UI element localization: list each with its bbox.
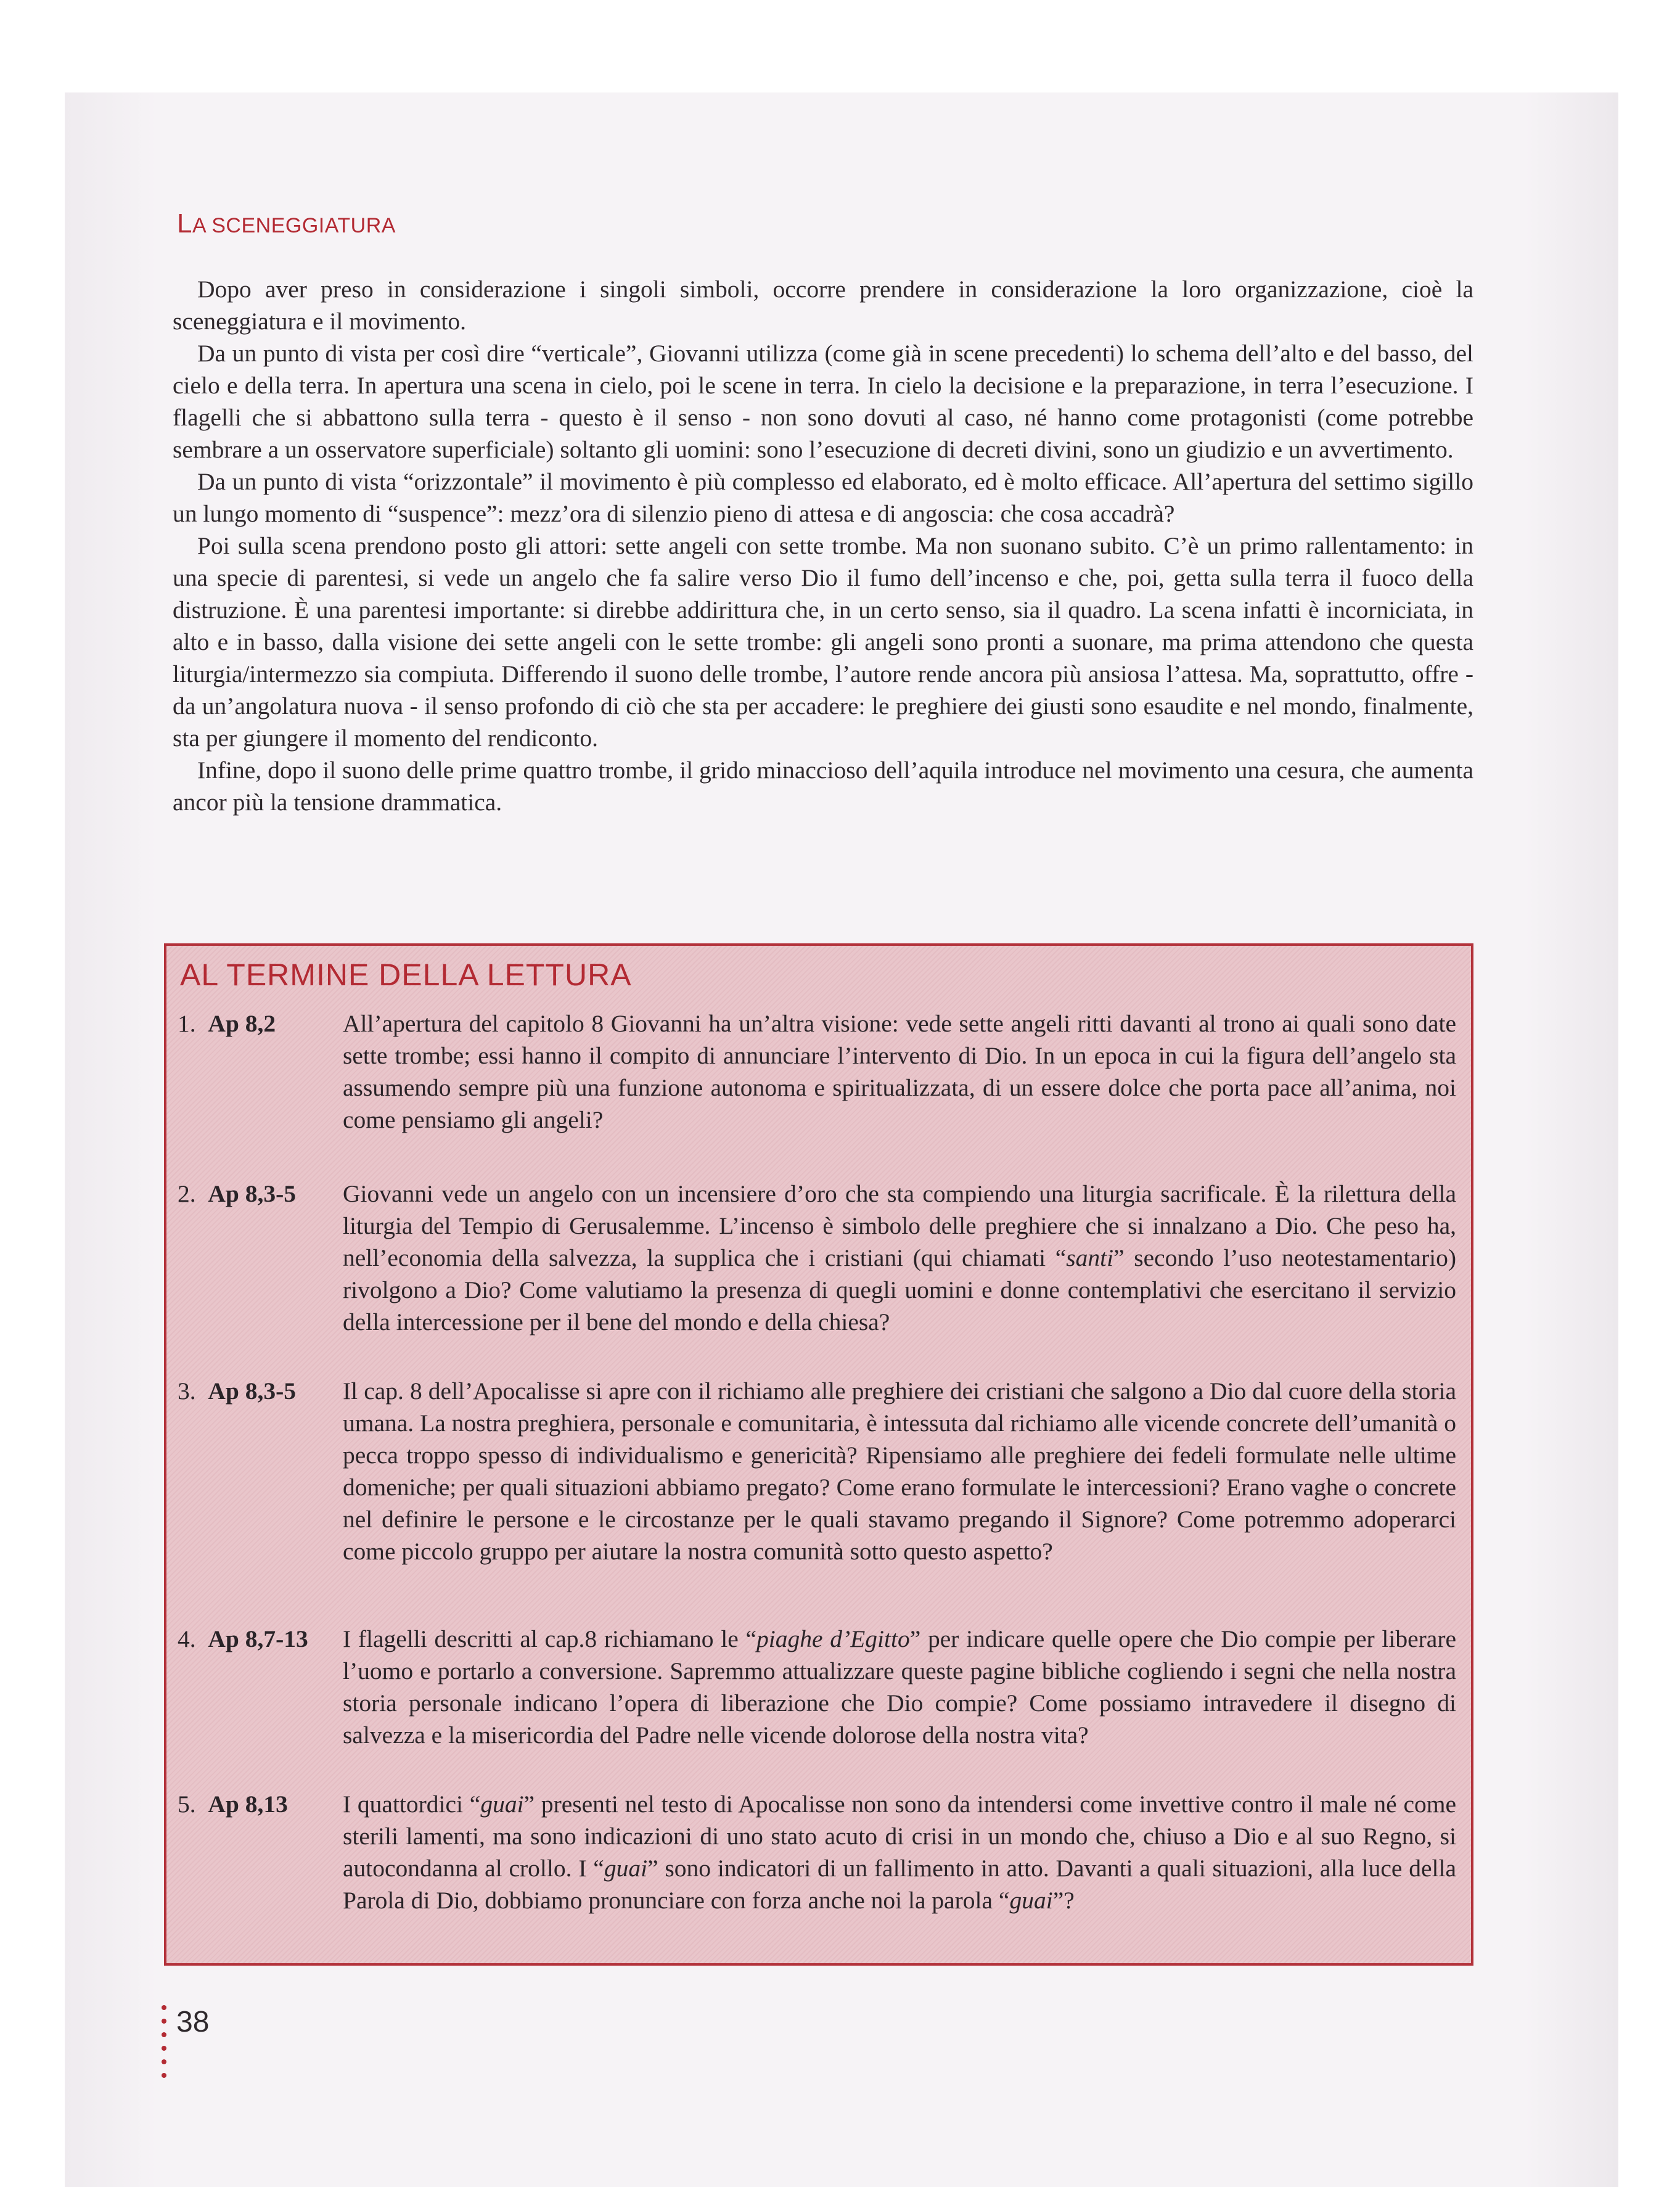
question-text-emphasis: santi [1066, 1244, 1114, 1271]
question-text-part: Giovanni vede un angelo con un incensiere d’oro che sta compiendo una liturgia sacrificale. È la rilettura della liturgia del Tempio di Gerusalemme. L’incenso è simbolo delle preghiere che si innalzano a Dio. Che peso ha, nell’economia della salvezza, la supplica che i cristiani (qui chiamati “ [343, 1180, 1456, 1271]
question-text [343, 1623, 1456, 1751]
section-title-initial: L [177, 208, 192, 239]
question-text [343, 1788, 1456, 1916]
question-text-emphasis: guai [604, 1855, 648, 1882]
section-title [177, 208, 396, 239]
question-text-part: I quattordici “ [343, 1791, 481, 1818]
question-number: 2. [178, 1180, 196, 1207]
question-number: 5. [178, 1791, 196, 1818]
question-ref [178, 1788, 288, 1820]
question-ref [178, 1623, 308, 1655]
paragraph: Da un punto di vista “orizzontale” il movimento è più complesso ed elaborato, ed è molto efficace. All’apertura del settimo sigillo un lungo momento di “suspence”: mezz’ora di silenzio pieno di attesa e di angoscia: che cosa accadrà? [173, 468, 1473, 527]
question-reference: Ap 8,2 [208, 1010, 276, 1037]
question-reference: Ap 8,3-5 [208, 1377, 297, 1405]
question-ref [178, 1178, 296, 1210]
question-text-emphasis: piaghe d’Egitto [756, 1625, 910, 1652]
question-text-part: Il cap. 8 dell’Apocalisse si apre con il richiamo alle preghiere dei cristiani che salgono a Dio dal cuore della storia umana. La nostra preghiera, personale e comunitaria, è intessuta dal richiamo alle vicende concrete dell’umanità o pecca troppo spesso di individualismo e genericità? Ripensiamo alle preghiere dei fedeli formulate nelle ultime domeniche; per quali situazioni abbiamo pregato? Come erano formulate le intercessioni? Erano vaghe o concrete nel definire le persone e le circostanze per le quali stavamo pregando il Signore? Come potremmo adoperarci come piccolo gruppo per aiutare la nostra comunità sotto questo aspetto? [343, 1377, 1456, 1565]
paragraph: Dopo aver preso in considerazione i singoli simboli, occorre prendere in considerazione la loro organizzazione, cioè la sceneggiatura e il movimento. [173, 276, 1473, 335]
question-ref [178, 1375, 296, 1407]
body-text [173, 273, 1473, 818]
question-text [343, 1178, 1456, 1338]
question-text-part: I flagelli descritti al cap.8 richiamano le “ [343, 1625, 756, 1652]
box-title: AL TERMINE DELLA LETTURA [180, 958, 632, 992]
question-text-part: ” secondo l’uso neotestamentario) rivolgono a Dio? Come valutiamo la presenza di quegli uomini e donne contemplativi che esercitano il servizio della intercessione per il bene del mondo e della chiesa? [343, 1244, 1456, 1336]
question-reference: Ap 8,13 [208, 1791, 288, 1818]
question-text-part: ” presenti nel testo di Apocalisse non sono da intendersi come invettive contro il male né come sterili lamenti, ma sono indicazioni di uno stato acuto di crisi in un mondo che, chiuso a Dio e al suo Regno, si autocondanna al crollo. I “ [343, 1791, 1456, 1882]
question-text-emphasis: guai [480, 1791, 524, 1818]
question-text [343, 1007, 1456, 1136]
question-text-part: ”? [1052, 1887, 1075, 1914]
question-number: 1. [178, 1010, 196, 1037]
question-text-part: ” per indicare quelle opere che Dio compie per liberare l’uomo e portarlo a conversione. Sapremmo attualizzare queste pagine bibliche cogliendo i segni che nella nostra storia personale indicano l’opera di liberazione che Dio compie? Come possiamo intravedere il disegno di salvezza e la misericordia del Padre nelle vicende dolorose della nostra vita? [343, 1625, 1456, 1749]
paragraph: Infine, dopo il suono delle prime quattro trombe, il grido minaccioso dell’aquila introduce nel movimento una cesura, che aumenta ancor più la tensione drammatica. [173, 757, 1473, 816]
question-number: 4. [178, 1625, 196, 1652]
paragraph: Poi sulla scena prendono posto gli attori: sette angeli con sette trombe. Ma non suonano subito. C’è un primo rallentamento: in una specie di parentesi, si vede un angelo che fa salire verso Dio il fumo dell’incenso e che, poi, getta sulla terra il fuoco della distruzione. È una parentesi importante: si direbbe addirittura che, in un certo senso, sia il quadro. La scena infatti è incorniciata, in alto e in basso, dalla visione dei sette angeli con le sette trombe: gli angeli sono pronti a suonare, ma prima attendono che questa liturgia/intermezzo sia compiuta. Differendo il suono delle trombe, l’autore rende ancora più ansiosa l’attesa. Ma, soprattutto, offre - da un’angolatura nuova - il senso profondo di ciò che sta per accadere: le preghiere dei giusti sono esaudite e nel mondo, finalmente, sta per giungere il momento del rendiconto. [173, 532, 1473, 752]
section-title-rest: A SCENEGGIATURA [192, 214, 396, 237]
question-ref [178, 1007, 276, 1040]
dotted-rule-decoration [162, 2005, 168, 2086]
question-number: 3. [178, 1377, 196, 1405]
reading-questions-box [164, 943, 1473, 1966]
question-text-part: ” sono indicatori di un fallimento in atto. Davanti a quali situazioni, alla luce della Parola di Dio, dobbiamo pronunciare con forza anche noi la parola “ [343, 1855, 1456, 1914]
page-number: 38 [176, 2006, 210, 2038]
question-text-part: All’apertura del capitolo 8 Giovanni ha un’altra visione: vede sette angeli ritti davanti al trono ai quali sono date sette trombe; essi hanno il compito di annunciare l’intervento di Dio. In un epoca in cui la figura dell’angelo sta assumendo sempre più una funzione autonoma e spiritualizzata, di un essere dolce che porta pace all’anima, noi come pensiamo gli angeli? [343, 1010, 1456, 1133]
page-footer [162, 2005, 236, 2054]
question-text [343, 1375, 1456, 1567]
question-reference: Ap 8,7-13 [208, 1625, 308, 1652]
question-reference: Ap 8,3-5 [208, 1180, 297, 1207]
paragraph: Da un punto di vista per così dire “verticale”, Giovanni utilizza (come già in scene precedenti) lo schema dell’alto e del basso, del cielo e della terra. In apertura una scena in cielo, poi le scene in terra. In cielo la decisione e la preparazione, in terra l’esecuzione. I flagelli che si abbattono sulla terra - questo è il senso - non sono dovuti al caso, né hanno come protagonisti (come potrebbe sembrare a un osservatore superficiale) soltanto gli uomini: sono l’esecuzione di decreti divini, sono un giudizio e un avvertimento. [173, 340, 1473, 463]
question-text-emphasis: guai [1009, 1887, 1053, 1914]
